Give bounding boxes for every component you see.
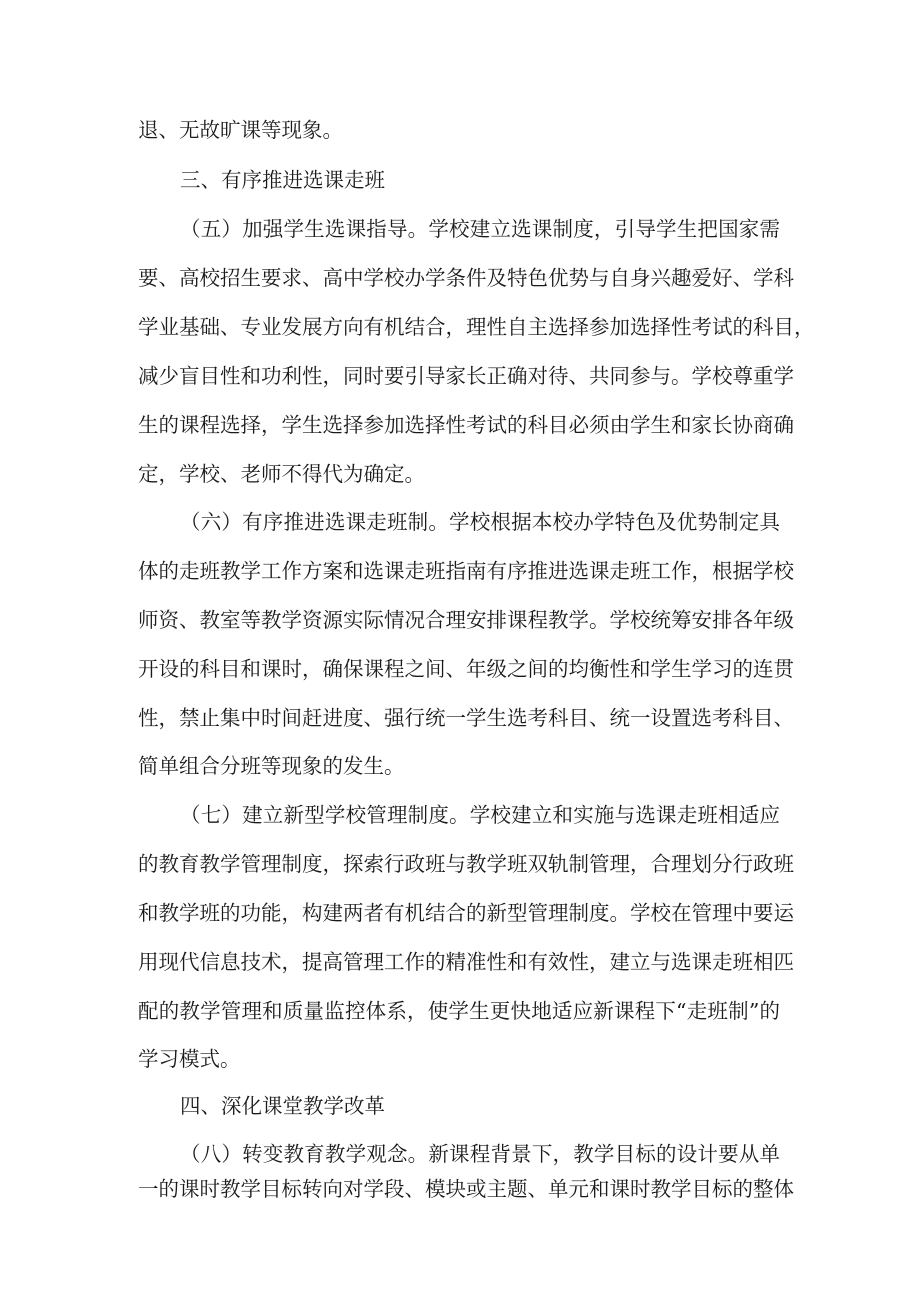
paragraph-line: 生的课程选择，学生选择参加选择性考试的科目必须由学生和家长协商确: [138, 413, 794, 437]
paragraph-line: 开设的科目和课时，确保课程之间、年级之间的均衡性和学生学习的连贯: [138, 657, 794, 681]
paragraph-line: 简单组合分班等现象的发生。: [138, 754, 405, 778]
paragraph-line: （六）有序推进选课走班制。学校根据本校办学特色及优势制定具: [180, 510, 780, 534]
section-heading: 三、有序推进选课走班: [180, 168, 385, 192]
paragraph-line: 性，禁止集中时间赶进度、强行统一学生选考科目、统一设置选考科目、: [138, 706, 794, 730]
paragraph-line: 定，学校、老师不得代为确定。: [138, 462, 425, 486]
paragraph-line: （五）加强学生选课指导。学校建立选课制度，引导学生把国家需: [180, 217, 780, 241]
paragraph-line: 要、高校招生要求、高中学校办学条件及特色优势与自身兴趣爱好、学科: [138, 266, 794, 290]
paragraph-line: 和教学班的功能，构建两者有机结合的新型管理制度。学校在管理中要运: [138, 901, 794, 925]
text-line: 退、无故旷课等现象。: [138, 118, 343, 142]
paragraph-line: 学业基础、专业发展方向有机结合，理性自主选择参加选择性考试的科目，: [138, 315, 815, 339]
section-heading: 四、深化课堂教学改革: [180, 1094, 385, 1118]
paragraph-line: （七）建立新型学校管理制度。学校建立和实施与选课走班相适应: [180, 803, 780, 827]
paragraph-line: 的教育教学管理制度，探索行政班与教学班双轨制管理，合理划分行政班: [138, 852, 794, 876]
paragraph-line: 一的课时教学目标转向对学段、模块或主题、单元和课时教学目标的整体: [138, 1177, 794, 1201]
paragraph-line: 体的走班教学工作方案和选课走班指南有序推进选课走班工作，根据学校: [138, 559, 794, 583]
paragraph-line: 减少盲目性和功利性，同时要引导家长正确对待、共同参与。学校尊重学: [138, 364, 794, 388]
paragraph-line: 师资、教室等教学资源实际情况合理安排课程教学。学校统筹安排各年级: [138, 608, 794, 632]
paragraph-line: 学习模式。: [138, 1047, 241, 1071]
paragraph-line: 用现代信息技术，提高管理工作的精准性和有效性，建立与选课走班相匹: [138, 950, 794, 974]
paragraph-line: （八）转变教育教学观念。新课程背景下，教学目标的设计要从单: [180, 1142, 780, 1166]
paragraph-line: 配的教学管理和质量监控体系，使学生更快地适应新课程下“走班制”的: [138, 999, 780, 1023]
